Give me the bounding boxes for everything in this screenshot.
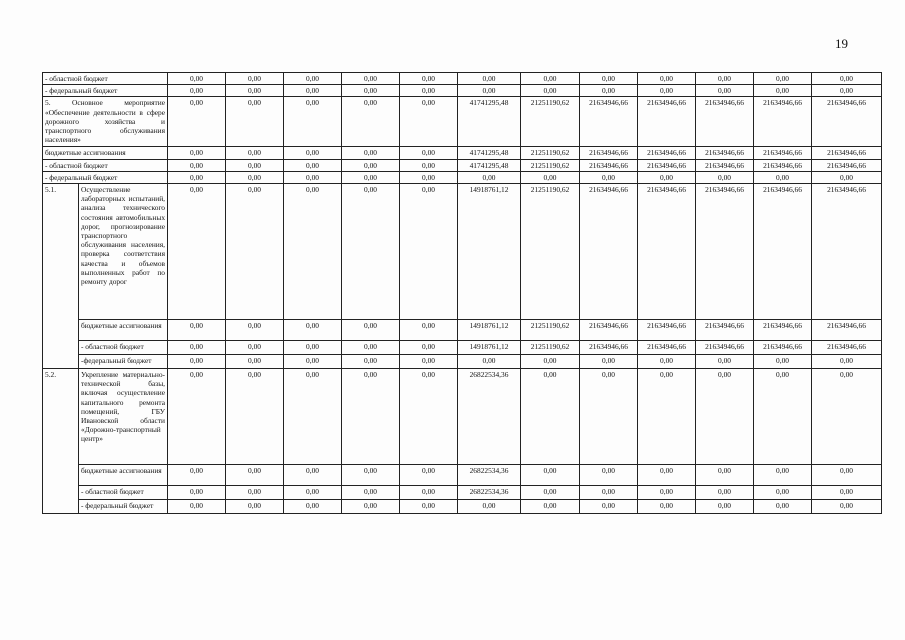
value-cell: 0,00	[521, 85, 580, 97]
value-cell: 0,00	[342, 184, 400, 320]
value-cell: 21634946,66	[754, 147, 812, 159]
value-cell: 0,00	[580, 500, 638, 514]
value-cell: 0,00	[580, 171, 638, 183]
value-cell: 0,00	[521, 73, 580, 85]
table-row	[43, 486, 882, 500]
value-cell: 0,00	[168, 184, 226, 320]
value-cell: 0,00	[226, 355, 284, 369]
row-label: бюджетные ассигнования	[79, 320, 168, 341]
value-cell: 21251190,62	[521, 97, 580, 147]
table-row	[43, 355, 882, 369]
value-cell: 0,00	[458, 355, 521, 369]
value-cell: 0,00	[226, 147, 284, 159]
value-cell: 21251190,62	[521, 320, 580, 341]
value-cell: 21251190,62	[521, 159, 580, 171]
value-cell: 0,00	[696, 73, 754, 85]
value-cell: 0,00	[580, 85, 638, 97]
value-cell: 26822534,36	[458, 465, 521, 486]
value-cell: 21634946,66	[638, 147, 696, 159]
value-cell: 0,00	[342, 500, 400, 514]
value-cell: 26822534,36	[458, 486, 521, 500]
value-cell: 0,00	[754, 73, 812, 85]
value-cell: 21634946,66	[696, 159, 754, 171]
value-cell: 0,00	[638, 465, 696, 486]
value-cell: 0,00	[226, 500, 284, 514]
value-cell: 0,00	[168, 486, 226, 500]
value-cell: 0,00	[226, 465, 284, 486]
value-cell: 21634946,66	[754, 184, 812, 320]
value-cell: 0,00	[342, 355, 400, 369]
row-label: - федеральный бюджет	[79, 500, 168, 514]
value-cell: 0,00	[696, 486, 754, 500]
value-cell: 21634946,66	[638, 184, 696, 320]
value-cell: 0,00	[400, 500, 458, 514]
value-cell: 0,00	[580, 465, 638, 486]
value-cell: 0,00	[580, 369, 638, 465]
value-cell: 0,00	[226, 486, 284, 500]
value-cell: 0,00	[696, 369, 754, 465]
value-cell: 0,00	[638, 369, 696, 465]
value-cell: 21634946,66	[580, 184, 638, 320]
value-cell: 0,00	[284, 500, 342, 514]
value-cell: 0,00	[226, 159, 284, 171]
table-row	[43, 320, 882, 341]
value-cell: 0,00	[226, 85, 284, 97]
value-cell: 21634946,66	[754, 159, 812, 171]
row-label: - областной бюджет	[79, 486, 168, 500]
value-cell: 0,00	[812, 500, 882, 514]
value-cell: 0,00	[521, 369, 580, 465]
value-cell: 0,00	[168, 147, 226, 159]
value-cell: 0,00	[521, 486, 580, 500]
value-cell: 0,00	[284, 73, 342, 85]
value-cell: 0,00	[458, 85, 521, 97]
value-cell: 0,00	[342, 147, 400, 159]
value-cell: 0,00	[400, 171, 458, 183]
value-cell: 0,00	[400, 465, 458, 486]
row-label: - федеральный бюджет	[43, 171, 168, 183]
table-row	[43, 369, 882, 465]
value-cell: 0,00	[168, 159, 226, 171]
value-cell: 0,00	[638, 73, 696, 85]
value-cell: 0,00	[284, 85, 342, 97]
value-cell: 0,00	[342, 85, 400, 97]
value-cell: 21634946,66	[696, 341, 754, 355]
value-cell: 0,00	[696, 85, 754, 97]
value-cell: 21634946,66	[696, 320, 754, 341]
row-label: - областной бюджет	[79, 341, 168, 355]
value-cell: 0,00	[400, 486, 458, 500]
value-cell: 0,00	[168, 341, 226, 355]
value-cell: 21634946,66	[754, 341, 812, 355]
value-cell: 0,00	[284, 355, 342, 369]
value-cell: 0,00	[400, 159, 458, 171]
value-cell: 0,00	[812, 73, 882, 85]
value-cell: 0,00	[400, 341, 458, 355]
item-label: Укрепление материально-технической базы, включая осуществление капитального ремонта помещений, ГБУ Ивановской области «Дорожно-транспортный центр»	[79, 369, 168, 465]
value-cell: 0,00	[812, 369, 882, 465]
value-cell: 0,00	[400, 369, 458, 465]
value-cell: 0,00	[812, 85, 882, 97]
table-row	[43, 341, 882, 355]
value-cell: 0,00	[226, 73, 284, 85]
value-cell: 0,00	[284, 369, 342, 465]
value-cell: 0,00	[754, 500, 812, 514]
value-cell: 0,00	[812, 355, 882, 369]
value-cell: 0,00	[342, 465, 400, 486]
value-cell: 0,00	[168, 500, 226, 514]
value-cell: 0,00	[284, 147, 342, 159]
value-cell: 0,00	[168, 85, 226, 97]
value-cell: 0,00	[168, 97, 226, 147]
value-cell: 0,00	[400, 97, 458, 147]
value-cell: 21251190,62	[521, 147, 580, 159]
value-cell: 0,00	[521, 355, 580, 369]
value-cell: 0,00	[342, 171, 400, 183]
value-cell: 0,00	[754, 171, 812, 183]
value-cell: 14918761,12	[458, 184, 521, 320]
value-cell: 0,00	[638, 171, 696, 183]
value-cell: 0,00	[696, 171, 754, 183]
value-cell: 0,00	[521, 500, 580, 514]
item-number: 5.1.	[43, 184, 79, 369]
value-cell: 21634946,66	[812, 184, 882, 320]
value-cell: 0,00	[696, 500, 754, 514]
value-cell: 0,00	[754, 369, 812, 465]
value-cell: 0,00	[284, 97, 342, 147]
value-cell: 0,00	[400, 184, 458, 320]
value-cell: 0,00	[284, 184, 342, 320]
value-cell: 0,00	[400, 73, 458, 85]
value-cell: 21634946,66	[580, 97, 638, 147]
value-cell: 0,00	[284, 159, 342, 171]
value-cell: 0,00	[342, 486, 400, 500]
value-cell: 0,00	[342, 159, 400, 171]
value-cell: 0,00	[400, 147, 458, 159]
value-cell: 0,00	[638, 486, 696, 500]
value-cell: 0,00	[638, 500, 696, 514]
value-cell: 0,00	[580, 355, 638, 369]
value-cell: 0,00	[168, 320, 226, 341]
table-row	[43, 73, 882, 85]
value-cell: 21634946,66	[580, 159, 638, 171]
value-cell: 21634946,66	[812, 320, 882, 341]
value-cell: 0,00	[168, 465, 226, 486]
item-label: Осуществление лабораторных испытаний, анализа технического состояния автомобильных дорог, прогнозирование транспортного обслуживания населения, проверка соответствия качества и объемов выполненных работ по ремонту дорог	[79, 184, 168, 320]
value-cell: 0,00	[168, 369, 226, 465]
value-cell: 0,00	[812, 486, 882, 500]
value-cell: 14918761,12	[458, 341, 521, 355]
value-cell: 21634946,66	[638, 97, 696, 147]
page-number: 19	[835, 36, 848, 51]
value-cell: 0,00	[168, 171, 226, 183]
value-cell: 21634946,66	[696, 184, 754, 320]
value-cell: 0,00	[458, 500, 521, 514]
value-cell: 41741295,48	[458, 97, 521, 147]
value-cell: 0,00	[458, 171, 521, 183]
value-cell: 0,00	[284, 341, 342, 355]
value-cell: 0,00	[168, 73, 226, 85]
value-cell: 0,00	[696, 355, 754, 369]
budget-table	[42, 72, 882, 514]
value-cell: 21634946,66	[754, 97, 812, 147]
item-number: 5.2.	[43, 369, 79, 514]
table-row	[43, 159, 882, 171]
value-cell: 0,00	[638, 355, 696, 369]
value-cell: 21634946,66	[812, 147, 882, 159]
value-cell: 0,00	[754, 465, 812, 486]
value-cell: 21634946,66	[812, 97, 882, 147]
value-cell: 0,00	[226, 320, 284, 341]
value-cell: 0,00	[458, 73, 521, 85]
row-label: - областной бюджет	[43, 159, 168, 171]
table-row	[43, 85, 882, 97]
value-cell: 0,00	[284, 171, 342, 183]
value-cell: 0,00	[284, 465, 342, 486]
table-row	[43, 465, 882, 486]
table-row	[43, 171, 882, 183]
value-cell: 21634946,66	[580, 320, 638, 341]
value-cell: 0,00	[400, 355, 458, 369]
measure-label: 5. Основное мероприятие «Обеспечение деятельности в сфере дорожного хозяйства и транспортного обслуживания населения»	[43, 97, 168, 147]
value-cell: 21634946,66	[580, 147, 638, 159]
value-cell: 0,00	[226, 97, 284, 147]
value-cell: 0,00	[226, 171, 284, 183]
value-cell: 0,00	[284, 320, 342, 341]
value-cell: 0,00	[696, 465, 754, 486]
value-cell: 21634946,66	[754, 320, 812, 341]
value-cell: 0,00	[754, 486, 812, 500]
value-cell: 0,00	[342, 73, 400, 85]
value-cell: 0,00	[342, 341, 400, 355]
row-label: бюджетные ассигнования	[79, 465, 168, 486]
value-cell: 0,00	[342, 320, 400, 341]
table-row	[43, 500, 882, 514]
value-cell: 0,00	[754, 85, 812, 97]
row-label: - областной бюджет	[43, 73, 168, 85]
value-cell: 0,00	[284, 486, 342, 500]
value-cell: 0,00	[226, 369, 284, 465]
value-cell: 21634946,66	[812, 159, 882, 171]
table-row	[43, 184, 882, 320]
table-body	[43, 73, 882, 514]
value-cell: 0,00	[521, 465, 580, 486]
value-cell: 0,00	[400, 320, 458, 341]
value-cell: 0,00	[342, 97, 400, 147]
value-cell: 0,00	[638, 85, 696, 97]
table-row	[43, 97, 882, 147]
value-cell: 26822534,36	[458, 369, 521, 465]
value-cell: 0,00	[400, 85, 458, 97]
value-cell: 0,00	[342, 369, 400, 465]
value-cell: 41741295,48	[458, 159, 521, 171]
value-cell: 21634946,66	[638, 341, 696, 355]
value-cell: 0,00	[812, 465, 882, 486]
value-cell: 0,00	[580, 73, 638, 85]
value-cell: 21634946,66	[638, 159, 696, 171]
value-cell: 21251190,62	[521, 341, 580, 355]
value-cell: 21634946,66	[696, 147, 754, 159]
value-cell: 0,00	[754, 355, 812, 369]
row-label: -федеральный бюджет	[79, 355, 168, 369]
value-cell: 21634946,66	[580, 341, 638, 355]
value-cell: 0,00	[226, 341, 284, 355]
row-label: - федеральный бюджет	[43, 85, 168, 97]
value-cell: 21634946,66	[696, 97, 754, 147]
value-cell: 21634946,66	[638, 320, 696, 341]
value-cell: 41741295,48	[458, 147, 521, 159]
table-row	[43, 147, 882, 159]
value-cell: 21634946,66	[812, 341, 882, 355]
row-label: бюджетные ассигнования	[43, 147, 168, 159]
value-cell: 0,00	[521, 171, 580, 183]
value-cell: 0,00	[168, 355, 226, 369]
value-cell: 14918761,12	[458, 320, 521, 341]
value-cell: 21251190,62	[521, 184, 580, 320]
value-cell: 0,00	[812, 171, 882, 183]
value-cell: 0,00	[226, 184, 284, 320]
value-cell: 0,00	[580, 486, 638, 500]
